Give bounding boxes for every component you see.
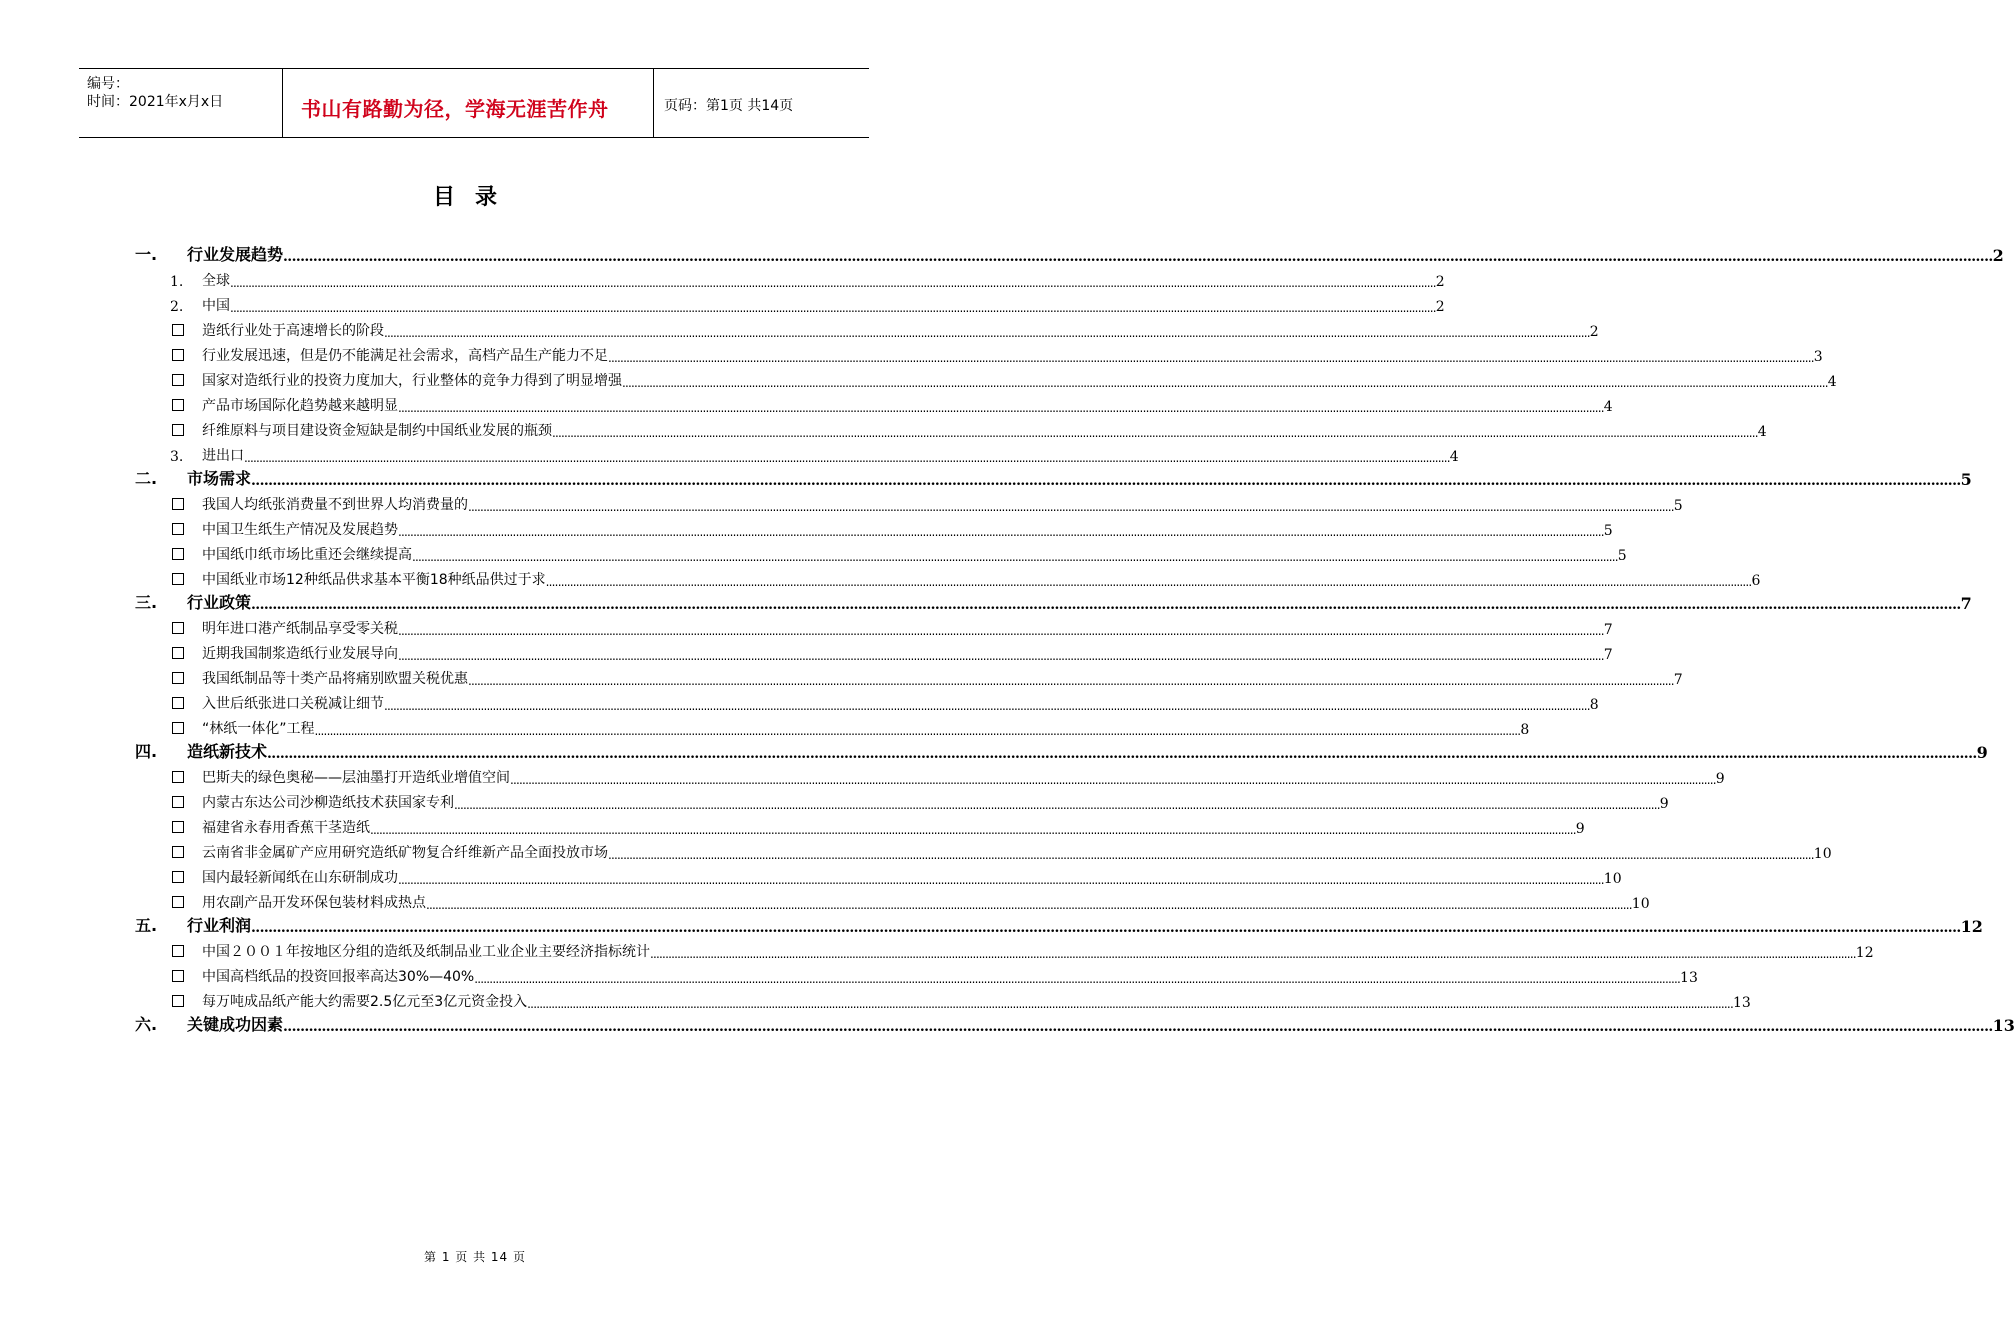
checkbox-bullet-icon [170,821,202,837]
dot-leader: ................................................................................................................................................................................................................................................................................................................................................................................................................ [608,351,1814,365]
toc-page-number: 9 [1575,821,1585,837]
dot-leader: ................................................................................................................................................................................................................................................................................................................................................................................................................ [283,1019,1993,1035]
toc-page-number: 10 [1631,896,1650,912]
toc-page-number: 4 [1449,449,1459,465]
toc-page-number: 7 [1673,672,1683,688]
dot-leader: ................................................................................................................................................................................................................................................................................................................................................................................................................ [251,473,1961,489]
square-bullet-icon [172,945,184,957]
toc-section-row[interactable] [135,638,1613,663]
toc-entry-title: 中国纸业市场12种纸品供求基本平衡18种纸品供过于求 [202,572,546,588]
toc-entry-title: 产品市场国际化趋势越来越明显 [202,398,398,414]
dot-leader: ................................................................................................................................................................................................................................................................................................................................................................................................................ [468,674,1674,688]
toc-page-number: 8 [1589,697,1599,713]
toc-chapter-row[interactable] [135,1011,2015,1035]
toc-entry-title: 行业政策 [187,593,252,612]
toc-page-number: 8 [1520,722,1530,738]
toc-entry-number: 3. [170,449,184,465]
header-left-cell [79,69,283,137]
toc-page-number: 13 [1732,995,1751,1011]
checkbox-bullet-icon [170,846,202,862]
dot-leader: ................................................................................................................................................................................................................................................................................................................................................................................................................ [251,920,1961,936]
toc-section-row[interactable] [135,787,1669,812]
toc-section-row[interactable] [135,564,1761,589]
checkbox-bullet-icon [170,647,202,663]
toc-entry-title: 用农副产品开发环保包装材料成热点 [202,895,426,911]
toc-entry-title: 每万吨成品纸产能大约需要2.5亿元至3亿元资金投入 [202,994,528,1010]
toc-section-row[interactable] [135,290,1445,315]
toc-entry-title: 进出口 [202,448,244,464]
toc-section-row[interactable] [135,415,1767,440]
table-of-contents [135,241,2015,1035]
dot-leader: ................................................................................................................................................................................................................................................................................................................................................................................................................ [370,823,1576,837]
toc-page-number: 3 [1813,349,1823,365]
toc-entry-title: 云南省非金属矿产应用研究造纸矿物复合纤维新产品全面投放市场 [202,845,608,861]
toc-page-number: 2 [1435,299,1445,315]
toc-page-number: 5 [1960,470,1972,489]
toc-entry-title: 中国卫生纸生产情况及发展趋势 [202,522,398,538]
toc-section-row[interactable] [135,613,1613,638]
checkbox-bullet-icon [170,796,202,812]
toc-section-row[interactable] [135,762,1725,787]
checkbox-bullet-icon [170,622,202,638]
toc-section-row[interactable] [135,440,1459,465]
toc-entry-title: 明年进口港产纸制品享受零关税 [202,621,398,637]
checkbox-bullet-icon [170,573,202,589]
toc-section-row[interactable] [135,986,1751,1011]
toc-entry-title: 中国２００１年按地区分组的造纸及纸制品业工业企业主要经济指标统计 [202,944,650,960]
toc-entry-title: 中国 [202,298,230,314]
toc-page-number: 12 [1960,917,1983,936]
dot-leader: ................................................................................................................................................................................................................................................................................................................................................................................................................ [545,575,1752,589]
toc-entry-title: 行业发展趋势 [187,245,284,264]
toc-page-number: 4 [1603,399,1613,415]
toc-page-number: 4 [1827,374,1837,390]
dot-leader: ................................................................................................................................................................................................................................................................................................................................................................................................................ [608,848,1814,862]
toc-entry-title: 巴斯夫的绿色奥秘——层油墨打开造纸业增值空间 [202,770,510,786]
toc-entry-number: 1. [170,274,184,290]
toc-entry-title: 纤维原料与项目建设资金短缺是制约中国纸业发展的瓶颈 [202,423,552,439]
dot-leader: ................................................................................................................................................................................................................................................................................................................................................................................................................ [230,276,1436,290]
dot-leader: ................................................................................................................................................................................................................................................................................................................................................................................................................ [398,649,1604,663]
dot-leader: ................................................................................................................................................................................................................................................................................................................................................................................................................ [398,401,1604,415]
toc-page-number: 5 [1673,498,1683,514]
header-page-cell [654,69,869,137]
toc-page-number: 12 [1855,945,1874,961]
square-bullet-icon [172,722,184,734]
toc-entry-title: 造纸新技术 [187,742,268,761]
page-footer: 第 1 页 共 14 页 [424,1250,526,1264]
dot-leader: ................................................................................................................................................................................................................................................................................................................................................................................................................ [510,773,1716,787]
toc-entry-title: 关键成功因素 [187,1015,284,1034]
dot-leader: ................................................................................................................................................................................................................................................................................................................................................................................................................ [244,451,1450,465]
checkbox-bullet-icon [170,871,202,887]
checkbox-bullet-icon [170,349,202,365]
toc-entry-title: 国家对造纸行业的投资力度加大，行业整体的竞争力得到了明显增强 [202,373,622,389]
dot-leader: ................................................................................................................................................................................................................................................................................................................................................................................................................ [314,724,1521,738]
serial-label: 编号： [87,76,129,92]
checkbox-bullet-icon [170,945,202,961]
toc-page-number: 6 [1751,573,1761,589]
toc-entry-title: 中国高档纸品的投资回报率高达30%—40% [202,969,475,985]
dot-leader: ................................................................................................................................................................................................................................................................................................................................................................................................................ [650,947,1856,961]
header-motto: 书山有路勤为径，学海无涯苦作舟 [301,97,609,121]
toc-section-row[interactable] [135,315,1599,340]
toc-chapter-row[interactable] [135,465,1972,489]
toc-entry-title: 近期我国制浆造纸行业发展导向 [202,646,398,662]
toc-section-row[interactable] [135,688,1599,713]
header-motto-cell [283,69,654,137]
toc-section-row[interactable] [135,539,1627,564]
toc-section-row[interactable] [135,837,1832,862]
square-bullet-icon [172,523,184,535]
toc-page-number: 9 [1976,743,1988,762]
checkbox-bullet-icon [170,771,202,787]
toc-section-row[interactable] [135,812,1585,837]
toc-page-number: 5 [1603,523,1613,539]
checkbox-bullet-icon [170,548,202,564]
square-bullet-icon [172,399,184,411]
dot-leader: ................................................................................................................................................................................................................................................................................................................................................................................................................ [283,249,1993,265]
toc-section-row[interactable] [135,514,1613,539]
toc-section-row[interactable] [135,936,1874,961]
toc-page-number: 13 [1680,970,1698,986]
square-bullet-icon [172,896,184,908]
toc-section-row[interactable] [135,390,1613,415]
dot-leader: ................................................................................................................................................................................................................................................................................................................................................................................................................ [398,525,1604,539]
square-bullet-icon [172,821,184,833]
checkbox-bullet-icon [170,722,202,738]
toc-entry-title: 市场需求 [187,469,252,488]
square-bullet-icon [172,697,184,709]
toc-entry-title: 国内最轻新闻纸在山东研制成功 [202,870,398,886]
toc-chapter-row[interactable] [135,241,2004,265]
toc-entry-title: 内蒙古东达公司沙柳造纸技术获国家专利 [202,795,454,811]
toc-section-row[interactable] [135,713,1530,738]
toc-section-row[interactable] [135,489,1683,514]
toc-entry-title: 福建省永春用香蕉干茎造纸 [202,820,370,836]
toc-page-number: 10 [1813,846,1832,862]
square-bullet-icon [172,324,184,336]
toc-entry-number: 2. [170,299,184,315]
toc-section-row[interactable] [135,340,1823,365]
toc-entry-title: 行业发展迅速，但是仍不能满足社会需求，高档产品生产能力不足 [202,348,608,364]
dot-leader: ................................................................................................................................................................................................................................................................................................................................................................................................................ [426,898,1632,912]
square-bullet-icon [172,374,184,386]
dot-leader: ................................................................................................................................................................................................................................................................................................................................................................................................................ [398,624,1604,638]
toc-page-number: 9 [1715,771,1725,787]
dot-leader: ................................................................................................................................................................................................................................................................................................................................................................................................................ [412,550,1618,564]
square-bullet-icon [172,349,184,361]
checkbox-bullet-icon [170,523,202,539]
dot-leader: ................................................................................................................................................................................................................................................................................................................................................................................................................ [622,376,1828,390]
toc-entry-number: 六. [135,1015,158,1034]
checkbox-bullet-icon [170,697,202,713]
toc-page-number: 10 [1603,871,1622,887]
dot-leader: ................................................................................................................................................................................................................................................................................................................................................................................................................ [230,301,1436,315]
toc-page-number: 2 [1992,246,2004,265]
dot-leader: ................................................................................................................................................................................................................................................................................................................................................................................................................ [552,426,1758,440]
toc-section-row[interactable] [135,365,1837,390]
checkbox-bullet-icon [170,970,202,986]
toc-entry-title: 全球 [202,273,230,289]
toc-chapter-row[interactable] [135,912,1983,936]
toc-page-number: 7 [1603,622,1613,638]
toc-section-row[interactable] [135,862,1622,887]
page-header [79,68,869,138]
toc-entry-title: “林纸一体化”工程 [202,721,315,737]
toc-section-row[interactable] [135,887,1650,912]
toc-page-number: 7 [1960,594,1972,613]
square-bullet-icon [172,995,184,1007]
dot-leader: ................................................................................................................................................................................................................................................................................................................................................................................................................ [527,997,1733,1011]
toc-entry-number: 五. [135,916,158,935]
toc-section-row[interactable] [135,961,1698,986]
toc-page-number: 9 [1659,796,1669,812]
checkbox-bullet-icon [170,399,202,415]
toc-section-row[interactable] [135,663,1683,688]
square-bullet-icon [172,573,184,585]
dot-leader: ................................................................................................................................................................................................................................................................................................................................................................................................................ [398,873,1604,887]
dot-leader: ................................................................................................................................................................................................................................................................................................................................................................................................................ [454,798,1660,812]
dot-leader: ................................................................................................................................................................................................................................................................................................................................................................................................................ [384,326,1590,340]
dot-leader: ................................................................................................................................................................................................................................................................................................................................................................................................................ [251,597,1961,613]
dot-leader: ................................................................................................................................................................................................................................................................................................................................................................................................................ [267,746,1977,762]
toc-title: 目录 [432,185,517,210]
toc-entry-title: 中国纸巾纸市场比重还会继续提高 [202,547,412,563]
toc-page-number: 2 [1589,324,1599,340]
square-bullet-icon [172,498,184,510]
time-label: 时间：2021年x月x日 [87,94,224,110]
checkbox-bullet-icon [170,324,202,340]
checkbox-bullet-icon [170,672,202,688]
square-bullet-icon [172,796,184,808]
toc-page-number: 5 [1617,548,1627,564]
square-bullet-icon [172,771,184,783]
toc-chapter-row[interactable] [135,589,1972,613]
toc-entry-number: 四. [135,742,158,761]
toc-page-number: 7 [1603,647,1613,663]
square-bullet-icon [172,424,184,436]
checkbox-bullet-icon [170,374,202,390]
toc-page-number: 4 [1757,424,1767,440]
header-page-info: 页码：第1页 共14页 [664,98,794,114]
toc-entry-title: 我国人均纸张消费量不到世界人均消费量的 [202,497,468,513]
dot-leader: ................................................................................................................................................................................................................................................................................................................................................................................................................ [474,972,1681,986]
checkbox-bullet-icon [170,424,202,440]
square-bullet-icon [172,647,184,659]
checkbox-bullet-icon [170,995,202,1011]
square-bullet-icon [172,871,184,883]
toc-entry-title: 造纸行业处于高速增长的阶段 [202,323,384,339]
square-bullet-icon [172,970,184,982]
toc-entry-number: 三. [135,593,158,612]
toc-entry-number: 二. [135,469,158,488]
toc-section-row[interactable] [135,265,1445,290]
square-bullet-icon [172,672,184,684]
toc-page-number: 2 [1435,274,1445,290]
toc-entry-title: 入世后纸张进口关税减让细节 [202,696,384,712]
checkbox-bullet-icon [170,498,202,514]
toc-entry-title: 行业利润 [187,916,252,935]
checkbox-bullet-icon [170,896,202,912]
dot-leader: ................................................................................................................................................................................................................................................................................................................................................................................................................ [468,500,1674,514]
dot-leader: ................................................................................................................................................................................................................................................................................................................................................................................................................ [384,699,1590,713]
toc-entry-title: 我国纸制品等十类产品将痛别欧盟关税优惠 [202,671,468,687]
square-bullet-icon [172,846,184,858]
square-bullet-icon [172,622,184,634]
square-bullet-icon [172,548,184,560]
toc-chapter-row[interactable] [135,738,1988,762]
toc-page-number: 13 [1992,1016,2015,1035]
toc-entry-number: 一. [135,245,158,264]
